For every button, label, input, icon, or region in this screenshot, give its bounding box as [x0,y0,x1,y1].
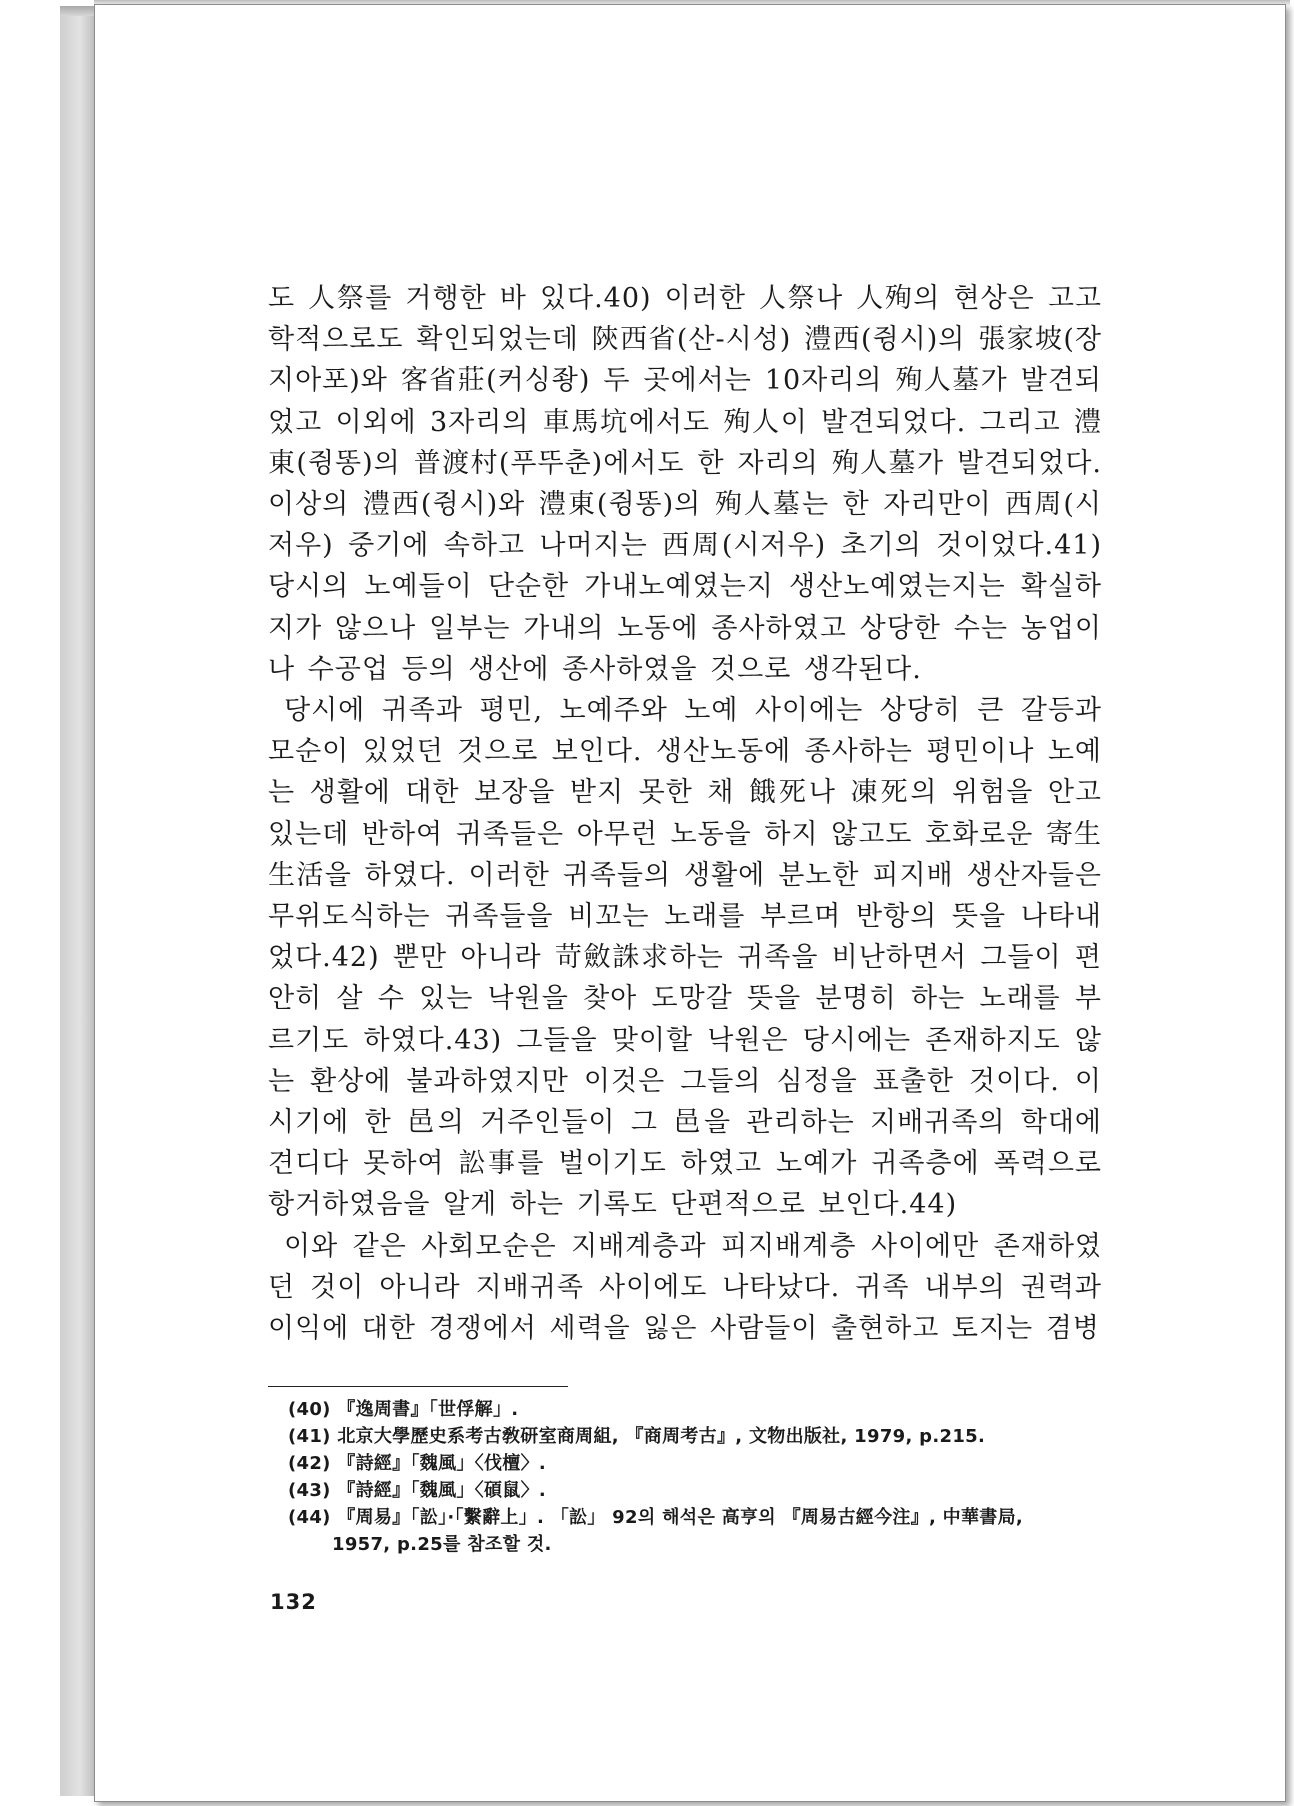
footnote-rule [268,1386,568,1387]
paragraph-2: 당시에 귀족과 평민, 노예주와 노예 사이에는 상당히 큰 갈등과 모순이 있었던 것으로 보인다. 생산노동에 종사하는 평민이나 노예는 생활에 대한 보장을 받지 못한 채 餓死나 凍死의 위험을 안고 있는데 반하여 귀족들은 아무런 노동을 하지 않고도 호화로운 寄生生活을 하였다. 이러한 귀족들의 생활에 분노한 피지배 생산자들은 무위도식하는 귀족들을 비꼬는 노래를 부르며 반항의 뜻을 나타내었다.42) 뿐만 아니라 苛斂誅求하는 귀족을 비난하면서 그들이 편안히 살 수 있는 낙원을 찾아 도망갈 뜻을 분명히 하는 노래를 부르기도 하였다.43) 그들을 맞이할 낙원은 당시에는 존재하지도 않는 환상에 불과하였지만 이것은 그들의 심정을 표출한 것이다. 이 시기에 한 邑의 거주인들이 그 邑을 관리하는 지배귀족의 학대에 견디다 못하여 訟事를 벌이기도 하였고 노예가 귀족층에 폭력으로 항거하였음을 알게 하는 기록도 단편적으로 보인다.44) [268,695,1102,1221]
footnote-43-text: (43) 『詩經』「魏風」〈碩鼠〉. [288,1480,547,1501]
body-text [268,278,1102,1349]
book-spine-edge [60,6,96,1796]
page-number: 132 [270,1590,317,1614]
footnote-44-continuation: 1957, p.25를 참조할 것. [332,1534,552,1555]
footnote-44 [288,1504,1118,1558]
footnotes [288,1396,1118,1558]
footnote-41-text: (41) 北京大學歷史系考古敎研室商周組, 『商周考古』, 文物出版社, 1979, p.215. [288,1426,986,1447]
footnote-40-text: (40) 『逸周書』「世俘解」. [288,1399,519,1420]
paragraph-3: 이와 같은 사회모순은 지배계층과 피지배계층 사이에만 존재하였던 것이 아니라 지배귀족 사이에도 나타났다. 귀족 내부의 권력과 이익에 대한 경쟁에서 세력을 잃은 사람들이 출현하고 토지는 겸병 [268,1230,1102,1345]
footnote-44-text: (44) 『周易』「訟」·「繫辭上」. 「訟」 92의 해석은 高亨의 『周易古經今注』, 中華書局, [288,1507,1024,1528]
footnote-42-text: (42) 『詩經』「魏風」〈伐檀〉. [288,1453,547,1474]
footnote-41 [288,1423,1118,1450]
footnote-43 [288,1477,1118,1504]
footnote-42 [288,1450,1118,1477]
paragraph-1: 도 人祭를 거행한 바 있다.40) 이러한 人祭나 人殉의 현상은 고고학적으로도 확인되었는데 陝西省(산-시성) 澧西(쥥시)의 張家坡(장지아포)와 客省莊(커싱좡) 두 곳에서는 10자리의 殉人墓가 발견되었고 이외에 3자리의 車馬坑에서도 殉人이 발견되었다. 그리고 澧東(쥥똥)의 普渡村(푸뚜춘)에서도 한 자리의 殉人墓가 발견되었다. 이상의 澧西(쥥시)와 澧東(쥥똥)의 殉人墓는 한 자리만이 西周(시저우) 중기에 속하고 나머지는 西周(시저우) 초기의 것이었다.41) 당시의 노예들이 단순한 가내노예였는지 생산노예였는지는 확실하지가 않으나 일부는 가내의 노동에 종사하였고 상당한 수는 농업이나 수공업 등의 생산에 종사하였을 것으로 생각된다. [268,283,1102,685]
footnote-40 [288,1396,1118,1423]
